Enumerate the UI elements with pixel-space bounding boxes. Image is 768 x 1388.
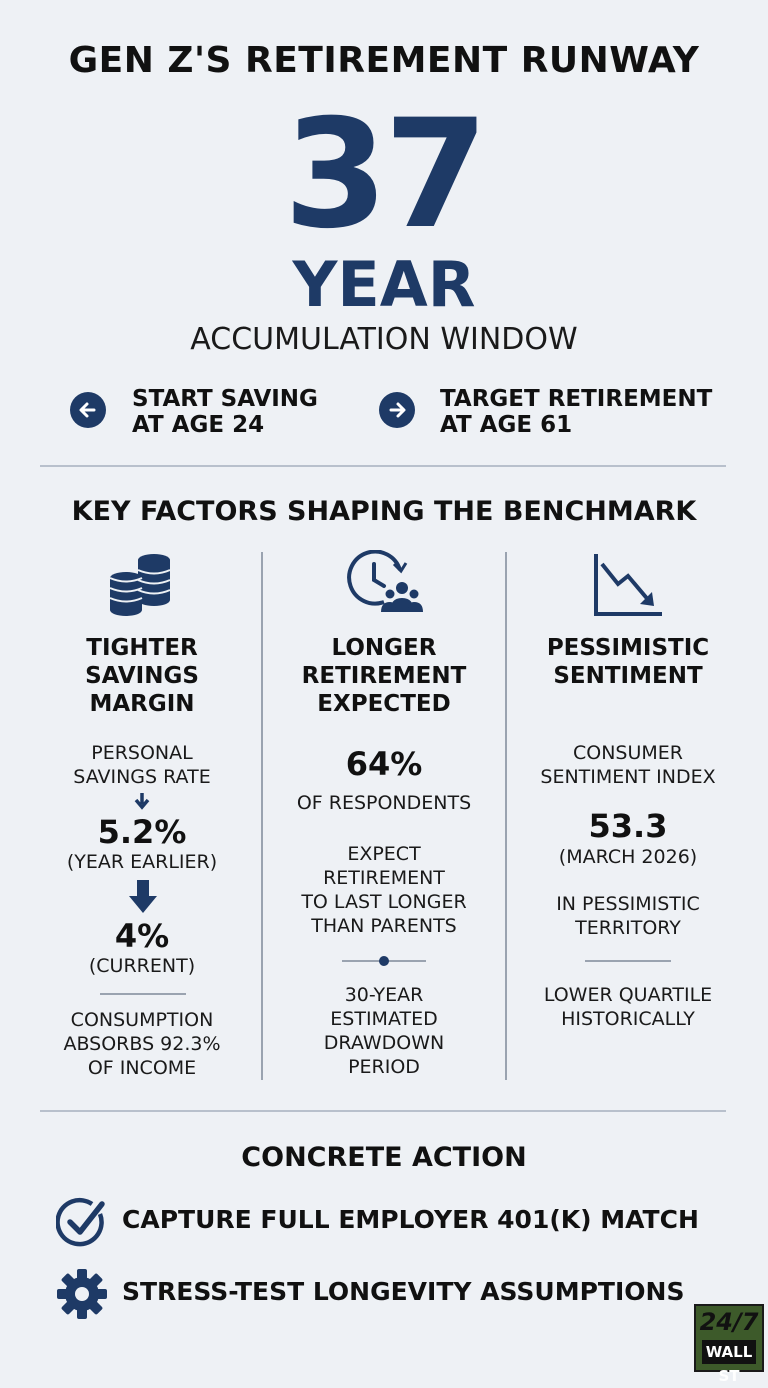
text-line: TERRITORY — [575, 917, 681, 939]
factor-1-stat2: 4% — [114, 917, 170, 955]
factor-1-stat1: 5.2% — [97, 813, 187, 851]
divider — [40, 465, 726, 467]
clock-people-icon — [344, 550, 424, 620]
heading-line: LONGER — [331, 635, 437, 661]
milestone-start-line1: START SAVING — [132, 386, 318, 412]
heading-line: PESSIMISTIC — [546, 635, 710, 661]
text-line: IN PESSIMISTIC — [556, 893, 700, 915]
heading-line: EXPECTED — [317, 691, 451, 717]
factor-2-footer — [271, 983, 497, 1079]
label-line: CONSUMER — [572, 742, 683, 764]
label-line: SENTIMENT INDEX — [540, 766, 716, 788]
heading-line: RETIREMENT — [301, 663, 467, 689]
logo-bottom-text: WALL ST — [702, 1340, 756, 1364]
arrow-right-icon — [379, 392, 415, 428]
page-title: GEN Z'S RETIREMENT RUNWAY — [68, 40, 700, 81]
milestone-target-line1: TARGET RETIREMENT — [440, 386, 713, 412]
footer-line: OF INCOME — [87, 1057, 197, 1079]
factor-3-heading — [515, 634, 741, 690]
milestone-target-line2: AT AGE 61 — [440, 412, 573, 438]
milestone-start — [132, 386, 318, 438]
factor-2-text — [271, 842, 497, 938]
factor-1-stat2-note: (CURRENT) — [88, 955, 196, 977]
divider-dot — [379, 956, 389, 966]
text-line: EXPECT — [347, 843, 421, 865]
headline-unit: YEAR — [292, 248, 476, 321]
factor-3-stat: 53.3 — [588, 807, 668, 845]
footer-line: CONSUMPTION — [70, 1009, 214, 1031]
label-line: PERSONAL — [91, 742, 193, 764]
trend-down-icon — [592, 552, 664, 622]
logo-top-text: 24/7 — [699, 1308, 759, 1336]
milestone-target — [440, 386, 712, 438]
column-divider — [505, 552, 507, 1080]
gear-icon — [56, 1268, 108, 1324]
factor-2-heading — [271, 634, 497, 718]
divider — [40, 1110, 726, 1112]
milestone-start-line2: AT AGE 24 — [132, 412, 265, 438]
footer-line: DRAWDOWN — [323, 1032, 445, 1054]
heading-line: SENTIMENT — [553, 663, 703, 689]
footer-line: ESTIMATED — [330, 1008, 438, 1030]
factor-3-text — [515, 892, 741, 940]
footer-line: LOWER QUARTILE — [543, 984, 713, 1006]
heading-line: TIGHTER — [86, 635, 198, 661]
divider — [100, 993, 186, 995]
footer-line: PERIOD — [348, 1056, 420, 1078]
label-line: SAVINGS RATE — [73, 766, 211, 788]
check-circle-icon — [56, 1196, 108, 1252]
text-line: RETIREMENT — [323, 867, 445, 889]
headline-subtitle: ACCUMULATION WINDOW — [190, 322, 578, 357]
headline-number: 37 — [283, 88, 485, 262]
factor-1-heading — [40, 634, 244, 718]
heading-line: SAVINGS — [85, 663, 199, 689]
arrow-down-icon — [128, 880, 158, 918]
arrow-down-icon — [133, 792, 151, 814]
footer-line: 30-YEAR — [344, 984, 424, 1006]
factor-1-footer — [40, 1008, 244, 1080]
factor-1-stat1-note: (YEAR EARLIER) — [66, 851, 218, 873]
factor-2-stat-note: OF RESPONDENTS — [296, 792, 472, 814]
actions-title: CONCRETE ACTION — [241, 1142, 527, 1173]
arrow-left-icon — [70, 392, 106, 428]
divider — [585, 960, 671, 962]
footer-line: ABSORBS 92.3% — [63, 1033, 221, 1055]
text-line: TO LAST LONGER — [301, 891, 467, 913]
text-line: THAN PARENTS — [311, 915, 457, 937]
factor-3-label — [515, 741, 741, 789]
action-item-2: STRESS-TEST LONGEVITY ASSUMPTIONS — [122, 1277, 685, 1306]
coins-stack-icon — [106, 550, 174, 622]
heading-line: MARGIN — [89, 691, 195, 717]
factor-1-label — [40, 741, 244, 789]
factor-3-stat-note: (MARCH 2026) — [558, 846, 698, 868]
factor-3-footer — [515, 983, 741, 1031]
factor-2-stat: 64% — [345, 745, 423, 783]
footer-line: HISTORICALLY — [561, 1008, 695, 1030]
column-divider — [261, 552, 263, 1080]
action-item-1: CAPTURE FULL EMPLOYER 401(K) MATCH — [122, 1205, 699, 1234]
factors-title: KEY FACTORS SHAPING THE BENCHMARK — [71, 496, 697, 527]
brand-logo — [694, 1304, 764, 1385]
